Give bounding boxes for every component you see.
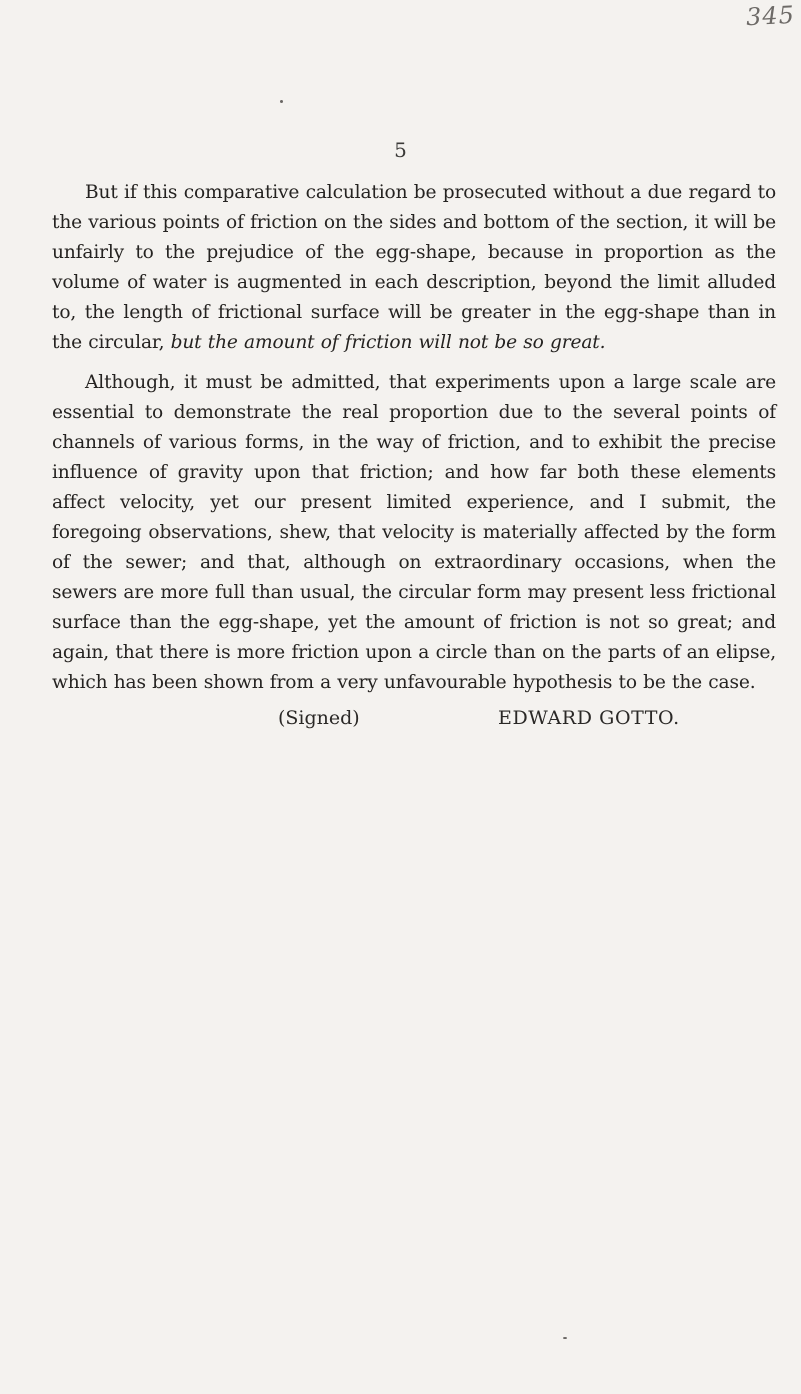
page-number: 5 xyxy=(394,138,407,162)
signatory-name: EDWARD GOTTO. xyxy=(498,707,680,729)
ink-speck xyxy=(280,100,283,103)
paragraph-1-emphasis: but the amount of friction will not be so great. xyxy=(170,332,606,353)
paragraph-1-text: But if this comparative calculation be prosecuted without a due regard to the various points of friction on the sides and bottom of the section, it will be unfairly to the prejudice of the egg-shape, because in proportion as the volume of water is augmented in each description, beyond the limit alluded to, the length of frictional surface will be greater in the egg-shape than in the circular, xyxy=(52,182,776,353)
ink-speck xyxy=(563,1337,567,1339)
handwritten-folio-number: 345 xyxy=(745,0,796,32)
paragraph-1 xyxy=(52,178,776,358)
document-body xyxy=(52,178,776,708)
paragraph-2 xyxy=(52,368,776,698)
paragraph-2-text: Although, it must be admitted, that experiments upon a large scale are essential to demonstrate the real proportion due to the several points of channels of various forms, in the way of friction, and to exhibit the precise influence of gravity upon that friction; and how far both these elements affect velocity, yet our present limited experience, and I submit, the foregoing observations, shew, that velocity is materially affected by the form of the sewer; and that, although on extraordinary occasions, when the sewers are more full than usual, the circular form may present less frictional surface than the egg-shape, yet the amount of friction is not so great; and again, that there is more friction upon a circle than on the parts of an elipse, which has been shown from a very unfavourable hypothesis to be the case. xyxy=(52,372,776,693)
signature-block xyxy=(0,707,801,741)
signed-label: (Signed) xyxy=(278,707,360,729)
